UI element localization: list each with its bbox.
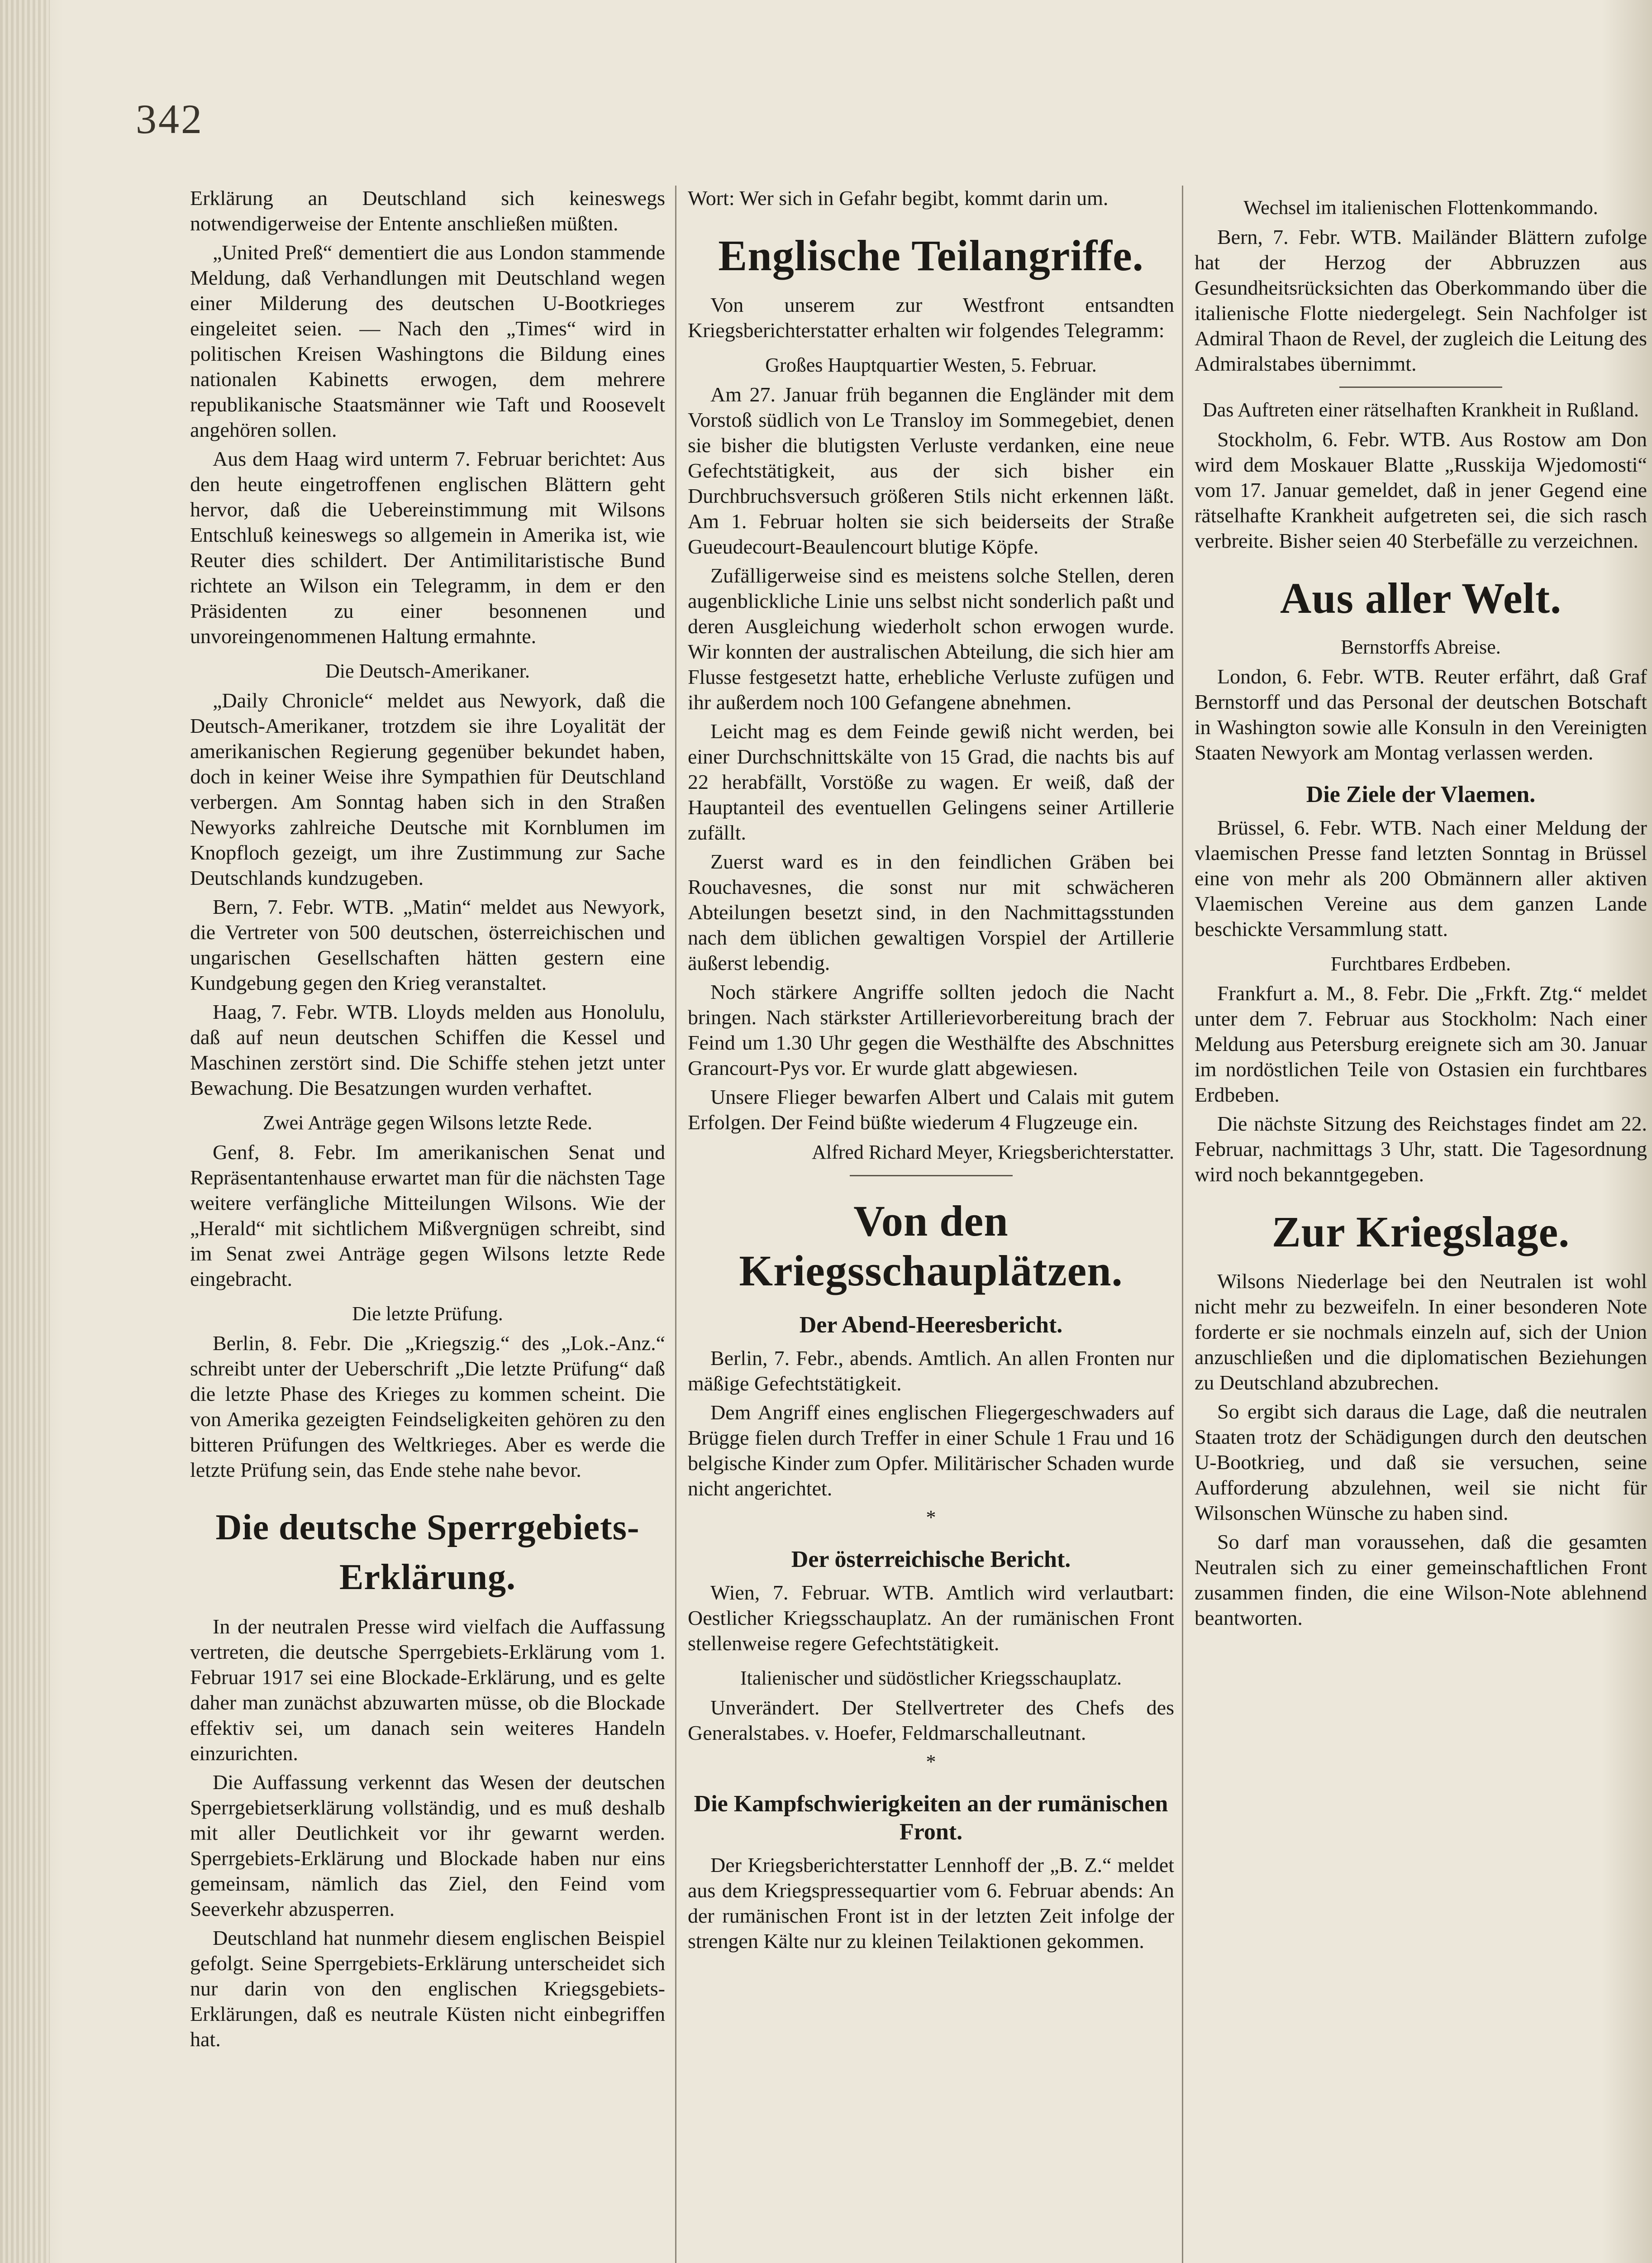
paragraph: Zufälligerweise sind es meistens solche Stellen, deren augenblickliche Linie uns selbst nicht sonderlich paßt und deren Ausgleichung wiederholt schon erwogen wurde. Wir konnten der australischen Abteilung, die sich hier am Flusse festgesetzt hatte, erhebliche Verluste zufügen und ihr außerdem noch 100 Gefangene abnehmen.: [688, 564, 1174, 714]
paragraph: Bern, 7. Febr. WTB. Mailänder Blättern zufolge hat der Herzog der Abbruzzen aus Gesundheitsrücksichten das Oberkommando über die italienische Flotte niedergelegt. Sein Nachfolger ist Admiral Thaon de Revel, der zugleich die Leitung des Admiralstabes übernimmt.: [1195, 225, 1647, 375]
paragraph: Stockholm, 6. Febr. WTB. Aus Rostow am Don wird dem Moskauer Blatte „Russkija Wjedomosti“ vom 17. Januar gemeldet, daß in jener Gegend eine rätselhafte Krankheit aufgetreten sei, die sich rasch verbreite. Bisher seien 40 Sterbefälle zu verzeichnen.: [1195, 428, 1647, 552]
section-heading: Italienischer und südöstlicher Kriegsschauplatz.: [740, 1667, 1122, 1689]
paragraph: Frankfurt a. M., 8. Febr. Die „Frkft. Ztg.“ meldet unter dem 7. Februar aus Stockholm: Nach einer Meldung aus Petersburg ereignete sich am 30. Januar im nordöstlichen Teile von Ostasien ein furchtbares Erdbeben.: [1195, 982, 1647, 1106]
paragraph: Leicht mag es dem Feinde gewiß nicht werden, bei einer Durchschnittskälte von 15 Grad, die nachts bis auf 22 herabfällt, Vorstöße zu wagen. Er weiß, daß der Hauptanteil des eventuellen Gelingens seiner Artillerie zufällt.: [688, 720, 1174, 844]
separator-star: *: [926, 1506, 936, 1528]
section-heading: Furchtbares Erdbeben.: [1330, 953, 1511, 975]
paragraph: Berlin, 7. Febr., abends. Amtlich. An allen Fronten nur mäßige Gefechtstätigkeit.: [688, 1346, 1174, 1395]
article-headline: Von den Kriegsschauplätzen.: [739, 1197, 1123, 1295]
paragraph: Bern, 7. Febr. WTB. „Matin“ meldet aus Newyork, die Vertreter von 500 deutschen, österreichischen und ungarischen Gesellschaften hätten gestern eine Kundgebung gegen den Krieg veranstaltet.: [190, 895, 665, 994]
divider: [1339, 387, 1502, 388]
section-heading: Wechsel im italienischen Flottenkommando.: [1243, 196, 1598, 219]
section-heading: Der Abend-Heeresbericht.: [799, 1312, 1063, 1338]
column-rule: [1182, 186, 1183, 2263]
section-heading: Bernstorffs Abreise.: [1341, 636, 1501, 658]
paragraph: Aus dem Haag wird unterm 7. Februar berichtet: Aus den heute eingetroffenen englischen Blättern geht hervor, daß die Uebereinstimmung mit Wilsons Entschluß keineswegs so allgemein in Amerika ist, wie Reuter dies schildert. Der Antimilitaristische Bund richtete an Wilson ein Telegramm, in dem er den Präsidenten zu einer besonnenen und unvoreingenommenen Haltung ermahnte.: [190, 447, 665, 648]
paragraph: Erklärung an Deutschland sich keineswegs notwendigerweise der Entente anschließen müßten.: [190, 186, 665, 235]
paragraph: Noch stärkere Angriffe sollten jedoch die Nacht bringen. Nach stärkster Artillerievorbereitung brach der Feind um 1.30 Uhr gegen die Westhälfte des Abschnittes Grancourt-Pys vor. Er wurde glatt abgewiesen.: [688, 980, 1174, 1079]
paragraph: Haag, 7. Febr. WTB. Lloyds melden aus Honolulu, daß auf neun deutschen Schiffen die Kessel und Maschinen zerstört sind. Die Schiffe stehen jetzt unter Bewachung. Die Besatzungen wurden verhaftet.: [190, 1000, 665, 1099]
section-heading: Der österreichische Bericht.: [791, 1547, 1071, 1572]
column-right: [1195, 186, 1647, 2263]
paragraph: Der Kriegsberichterstatter Lennhoff der „B. Z.“ meldet aus dem Kriegspressequartier vom 6. Februar abends: An der rumänischen Front ist in der letzten Zeit infolge der strengen Kälte nur zu kleinen Teilaktionen gekommen.: [688, 1853, 1174, 1953]
paragraph: Wilsons Niederlage bei den Neutralen ist wohl nicht mehr zu bezweifeln. In einer besonderen Note forderte er sie nochmals einzeln auf, sich der Union anzuschließen und die diplomatischen Beziehungen zu Deutschland abzubrechen.: [1195, 1270, 1647, 1394]
paragraph: Wien, 7. Februar. WTB. Amtlich wird verlautbart: Oestlicher Kriegsschauplatz. An der rumänischen Front stellenweise regere Gefechtstätigkeit.: [688, 1581, 1174, 1655]
paragraph: Genf, 8. Febr. Im amerikanischen Senat und Repräsentantenhause erwartet man für die nächsten Tage weitere verfängliche Mitteilungen Wilsons. Wie der „Herald“ mit sichtlichem Mißvergnügen schreibt, sind im Senat zwei Anträge gegen Wilsons letzte Rede eingebracht.: [190, 1141, 665, 1290]
paragraph: Wort: Wer sich in Gefahr begibt, kommt darin um.: [688, 186, 1109, 210]
byline: Alfred Richard Meyer, Kriegsberichterstatter.: [812, 1141, 1174, 1163]
paragraph: Unsere Flieger bewarfen Albert und Calais mit gutem Erfolgen. Der Feind büßte wiederum 4 Flugzeuge ein.: [688, 1085, 1174, 1134]
paragraph: In der neutralen Presse wird vielfach die Auffassung vertreten, die deutsche Sperrgebiets-Erklärung vom 1. Februar 1917 sei eine Blockade-Erklärung, und es gelte daher man zunächst abzuwarten müsse, ob die Blockade effektiv sei, um danach sein weiteres Handeln einzurichten.: [190, 1615, 665, 1765]
paragraph: Am 27. Januar früh begannen die Engländer mit dem Vorstoß südlich von Le Transloy im Sommegebiet, denen sie bisher die blutigsten Verluste verdanken, eine neue Gefechtstätigkeit, aus der sich bisher ein Durchbruchsversuch größeren Stils nicht erkennen läßt. Am 1. Februar holten sie sich beiderseits der Straße Gueudecourt-Beaulencourt blutige Köpfe.: [688, 383, 1174, 558]
article-headline: Aus aller Welt.: [1280, 574, 1562, 622]
section-heading: Die Kampfschwierigkeiten an der rumänischen Front.: [694, 1791, 1168, 1845]
paragraph: Deutschland hat nunmehr diesem englischen Beispiel gefolgt. Seine Sperrgebiets-Erklärung unterscheidet sich nur darin von den englischen Kriegsgebiets-Erklärungen, daß es neutrale Küsten nicht einbegriffen hat.: [190, 1926, 665, 2051]
article-headline: Zur Kriegslage.: [1271, 1208, 1570, 1256]
section-heading: Die Ziele der Vlaemen.: [1306, 782, 1536, 807]
paragraph: Die nächste Sitzung des Reichstages findet am 22. Februar, nachmittags 3 Uhr, statt. Die Tagesordnung wird noch bekanntgegeben.: [1195, 1112, 1647, 1186]
article-headline: Die deutsche Sperrgebiets-Erklärung.: [215, 1508, 640, 1597]
paragraph: So ergibt sich daraus die Lage, daß die neutralen Staaten trotz der Schädigungen durch den deutschen U-Bootkrieg, und daß sie versuchen, seine Aufforderung abzulehnen, weil sie nicht für Wilsonschen Wünsche zu haben sind.: [1195, 1400, 1647, 1524]
separator-star: *: [926, 1751, 936, 1773]
paragraph: Unverändert. Der Stellvertreter des Chefs des Generalstabes. v. Hoefer, Feldmarschalleutnant.: [688, 1696, 1174, 1744]
paragraph: Von unserem zur Westfront entsandten Kriegsberichterstatter erhalten wir folgendes Telegramm:: [688, 293, 1174, 342]
column-middle: [688, 186, 1174, 2263]
section-heading: Zwei Anträge gegen Wilsons letzte Rede.: [262, 1112, 593, 1134]
section-heading: Die Deutsch-Amerikaner.: [325, 660, 530, 682]
column-left: [190, 186, 665, 2263]
paragraph: Zuerst ward es in den feindlichen Gräben bei Rouchavesnes, die sonst nur mit schwächeren Abteilungen besetzt sind, in den Nachmittagsstunden nach dem üblichen gewaltigen Vorspiel der Artillerie äußerst lebendig.: [688, 850, 1174, 974]
divider: [850, 1175, 1013, 1176]
article-headline: Englische Teilangriffe.: [718, 231, 1144, 280]
section-heading: Die letzte Prüfung.: [352, 1303, 503, 1325]
paragraph: Die Auffassung verkennt das Wesen der deutschen Sperrgebietserklärung vollständig, und es muß deshalb mit aller Deutlichkeit vor ihr gewarnt werden. Sperrgebiets-Erklärung und Blockade haben nur eins gemeinsam, nämlich das Ziel, den Feind vom Seeverkehr abzusperren.: [190, 1771, 665, 1920]
paragraph: Brüssel, 6. Febr. WTB. Nach einer Meldung der vlaemischen Presse fand letzten Sonntag in Brüssel eine von mehr als 200 Obmännern aller aktiven Vlaemischen Vereine aus dem ganzen Lande beschickte Versammlung statt.: [1195, 816, 1647, 941]
paragraph: „United Preß“ dementiert die aus London stammende Meldung, daß Verhandlungen mit Deutschland wegen einer Milderung des deutschen U-Bootkrieges eingeleitet seien. — Nach den „Times“ wird in politischen Kreisen Washingtons die Bildung eines nationalen Kabinetts erwogen, dem mehrere republikanische Staatsmänner wie Taft und Roosevelt angehören sollen.: [190, 241, 665, 441]
dateline: Großes Hauptquartier Westen, 5. Februar.: [765, 354, 1097, 376]
page-number: 342: [136, 96, 204, 142]
paragraph: Berlin, 8. Febr. Die „Kriegszig.“ des „Lok.-Anz.“ schreibt unter der Ueberschrift „Die letzte Prüfung“ daß die letzte Phase des Krieges zu kommen scheint. Die von Amerika gezeigten Feindseligkeiten gehören zu den bitteren Prüfungen des Weltkrieges. Aber es werde die letzte Prüfung sein, das Ende stehe nahe bevor.: [190, 1332, 665, 1481]
paragraph: So darf man voraussehen, daß die gesamten Neutralen sich zu einer gemeinschaftlichen Front zusammen finden, die eine Wilson-Note ablehnend beantworten.: [1195, 1530, 1647, 1629]
paragraph: „Daily Chronicle“ meldet aus Newyork, daß die Deutsch-Amerikaner, trotzdem sie ihre Loyalität der amerikanischen Regierung gegenüber bekundet haben, doch in keiner Weise ihre Sympathien für Deutschland verbergen. Am Sonntag haben sich in den Straßen Newyorks zahlreiche Deutsche mit Kornblumen im Knopfloch gezeigt, um ihre Zustimmung zur Sache Deutschlands kundzugeben.: [190, 689, 665, 889]
paragraph: Dem Angriff eines englischen Fliegergeschwaders auf Brügge fielen durch Treffer in einer Schule 1 Frau und 16 belgische Kinder zum Opfer. Militärischer Schaden wurde nicht angerichtet.: [688, 1401, 1174, 1500]
column-rule: [675, 186, 676, 2263]
page-edge: [0, 0, 50, 2263]
paragraph: London, 6. Febr. WTB. Reuter erfährt, daß Graf Bernstorff und das Personal der deutschen Botschaft in Washington sowie alle Konsuln in den Vereinigten Staaten Newyork am Montag verlassen werden.: [1195, 665, 1647, 764]
section-heading: Das Auftreten einer rätselhaften Krankheit in Rußland.: [1202, 399, 1639, 421]
